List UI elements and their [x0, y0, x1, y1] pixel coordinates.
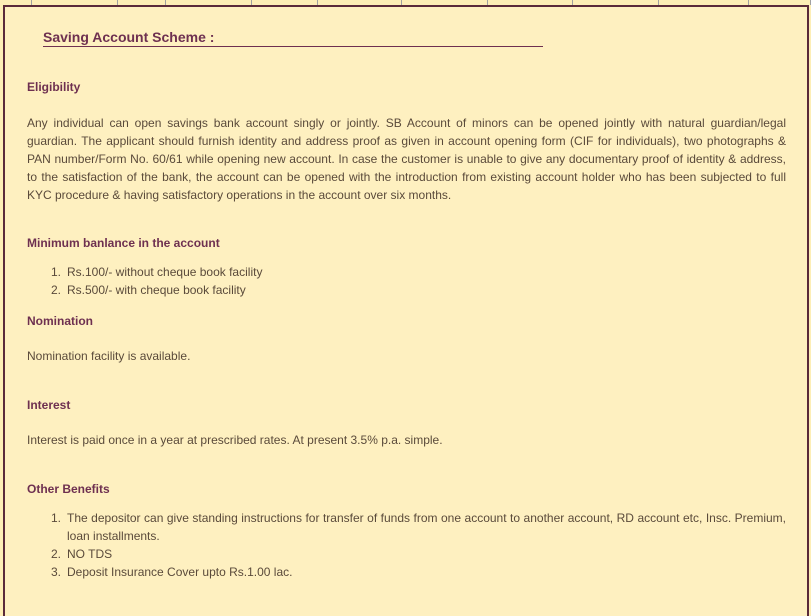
minimum-balance-heading: Minimum banlance in the account — [27, 236, 220, 250]
list-item — [27, 563, 786, 581]
list-item — [27, 509, 786, 545]
list-number: 1. — [51, 511, 62, 525]
list-number: 2. — [51, 547, 62, 561]
list-item-text: NO TDS — [67, 547, 113, 561]
minimum-balance-list — [27, 263, 786, 299]
list-number: 1. — [51, 265, 62, 279]
interest-text: Interest is paid once in a year at prescribed rates. At present 3.5% p.a. simple. — [27, 433, 443, 447]
list-item-text: Deposit Insurance Cover upto Rs.1.00 lac. — [67, 565, 293, 579]
page-title: Saving Account Scheme : — [43, 29, 543, 47]
list-item — [27, 263, 786, 281]
nomination-heading: Nomination — [27, 314, 93, 328]
list-number: 3. — [51, 565, 62, 579]
other-benefits-list — [27, 509, 786, 581]
list-number: 2. — [51, 283, 62, 297]
interest-heading: Interest — [27, 398, 71, 412]
eligibility-heading: Eligibility — [27, 80, 81, 94]
eligibility-text: Any individual can open savings bank account singly or jointly. SB Account of minors can be opened jointly with natural guardian/legal guardian. The applicant should furnish identity and address proof as given in account opening form (CIF for individuals), two photographs & PAN number/Form No. 60/61 while opening new account. In case the customer is unable to give any documentary proof of identity & address, to the satisfaction of the bank, the account can be opened with the introduction from existing account holder who has been subjected to full KYC procedure & having satisfactory operations in the account over six months. — [27, 116, 786, 202]
list-item-text: The depositor can give standing instructions for transfer of funds from one account to another account, RD account etc, Insc. Premium, loan installments. — [67, 511, 786, 543]
nomination-text: Nomination facility is available. — [27, 349, 191, 363]
list-item-text: Rs.100/- without cheque book facility — [67, 265, 263, 279]
other-benefits-heading: Other Benefits — [27, 482, 110, 496]
list-item — [27, 281, 786, 299]
list-item — [27, 545, 786, 563]
list-item-text: Rs.500/- with cheque book facility — [67, 283, 246, 297]
